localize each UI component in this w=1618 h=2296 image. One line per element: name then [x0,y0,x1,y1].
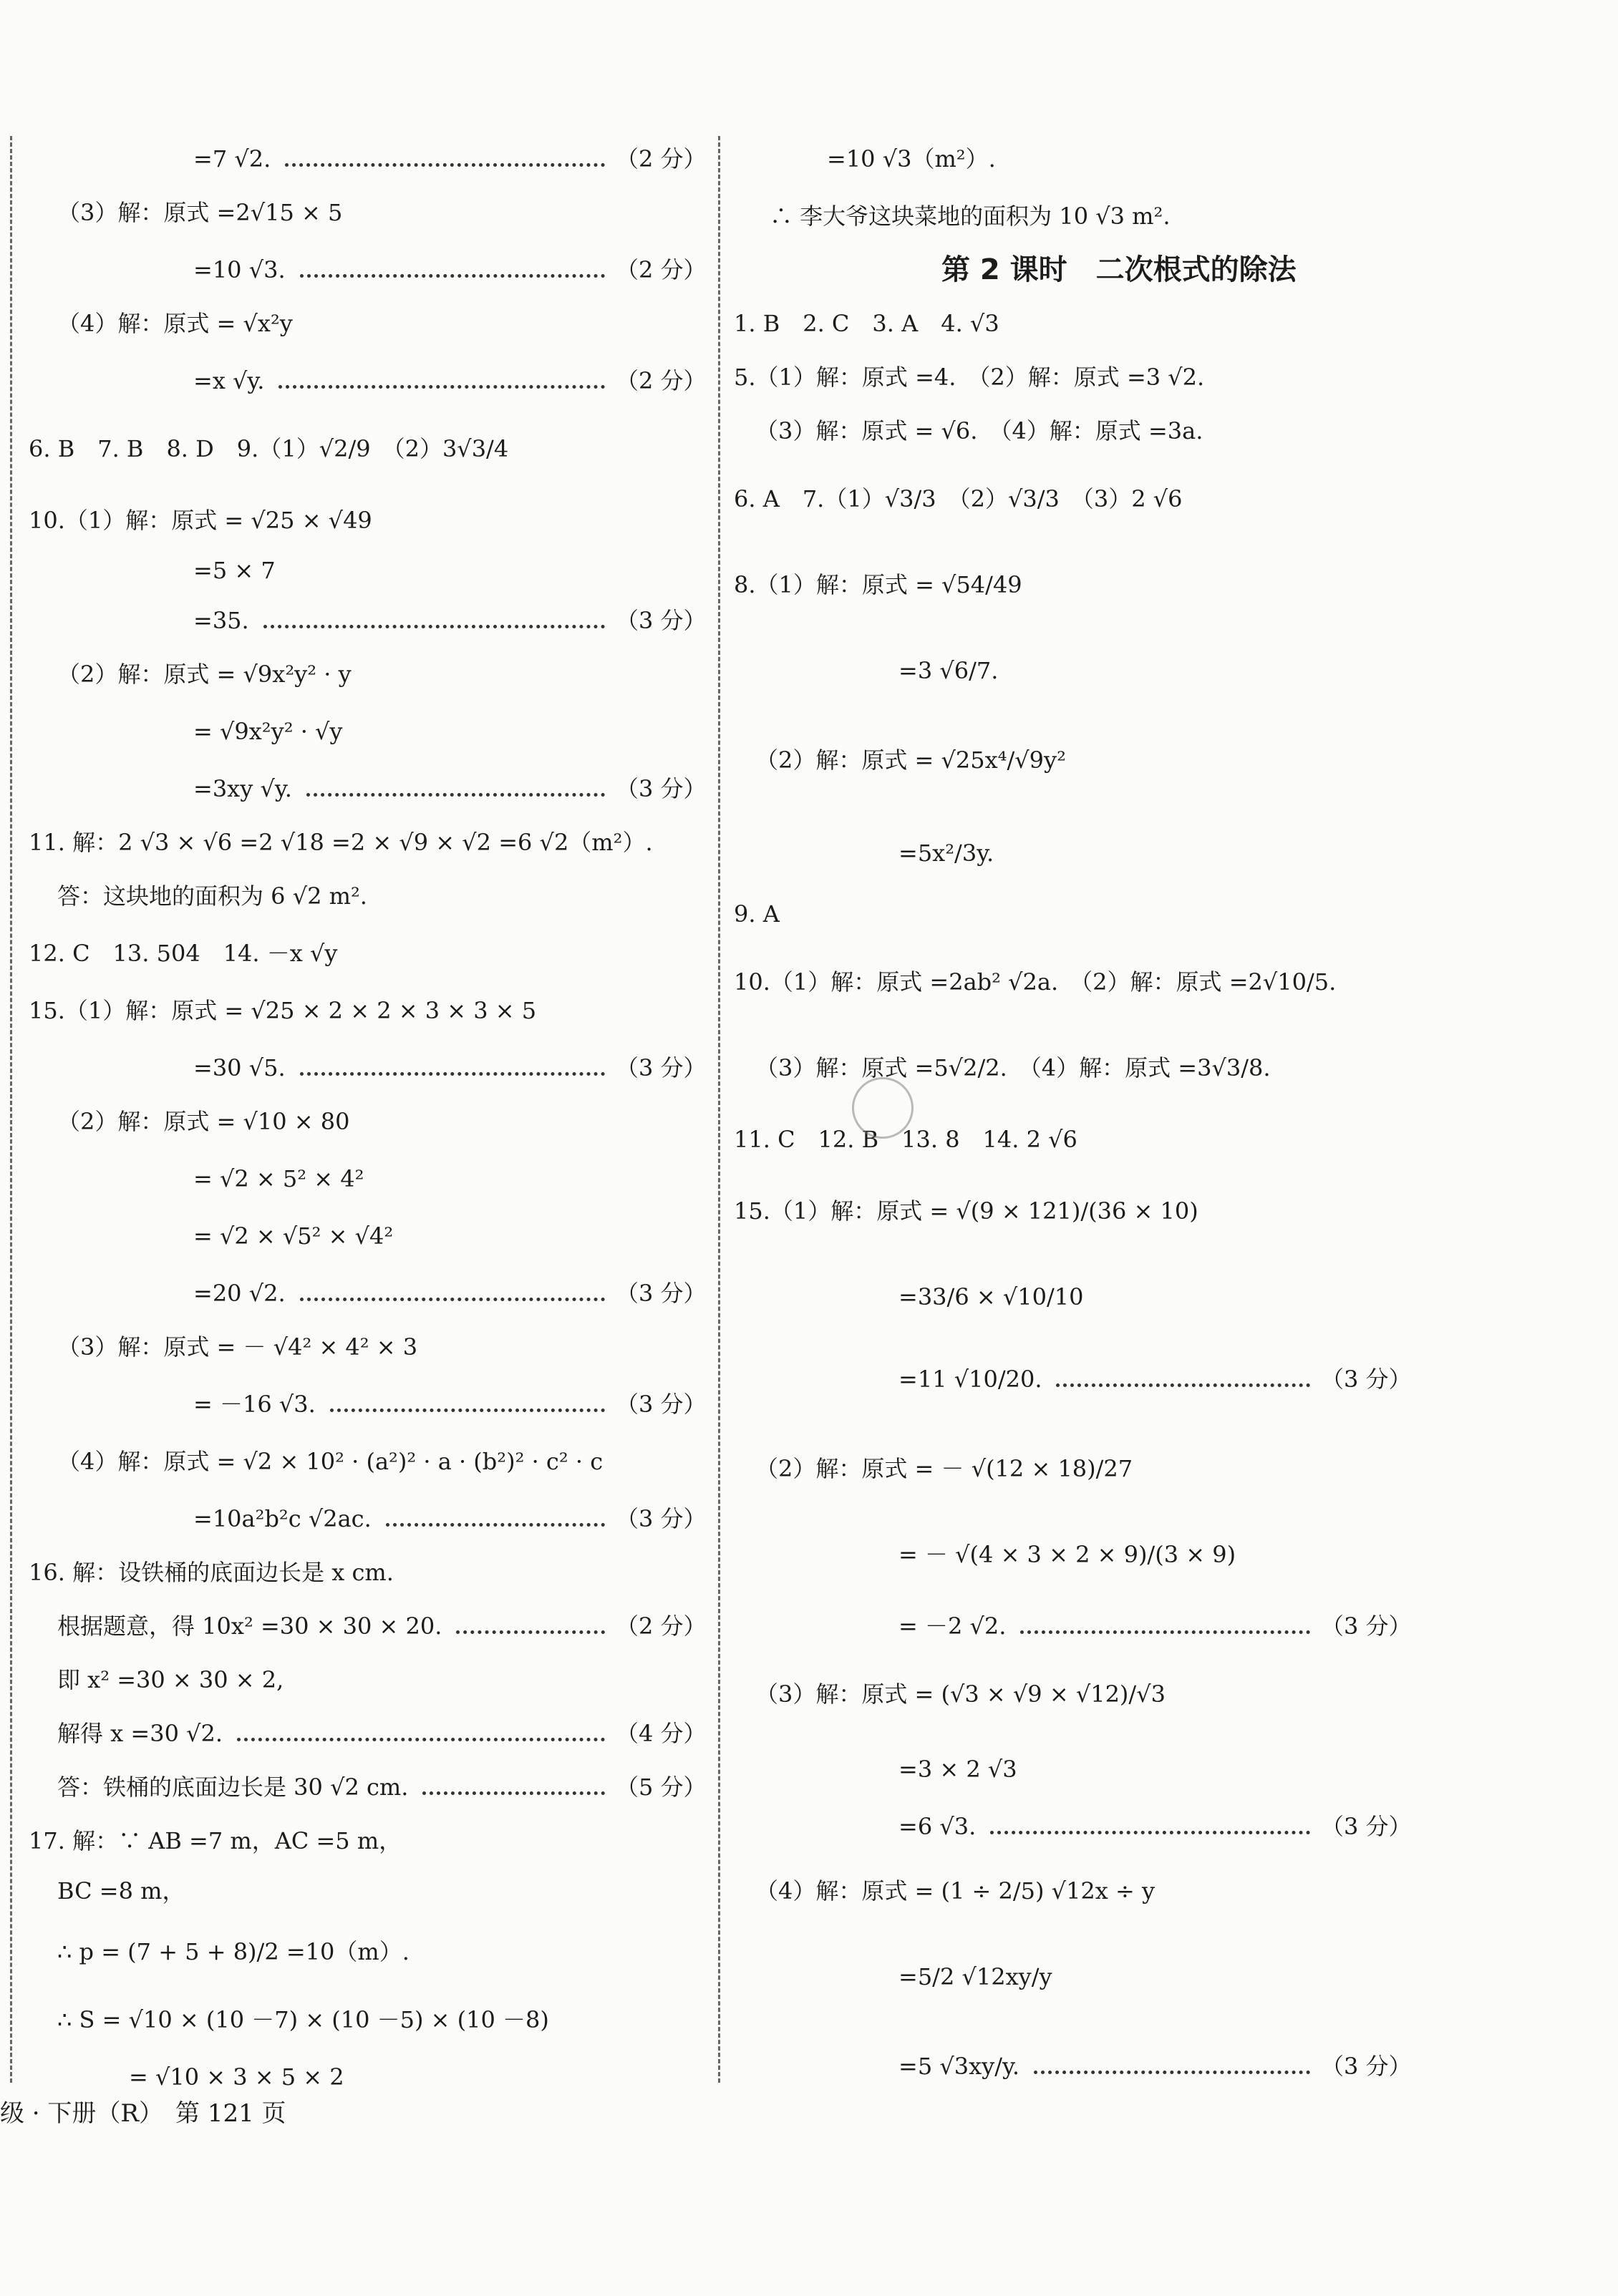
answer-line: =3 √6/7. [898,657,999,684]
answer-line: （3）解：原式 =5√2/2. （4）解：原式 =3√3/8. [755,1054,1271,1081]
dot-leader [285,159,605,167]
answer-line: 15.（1）解：原式 = √25 × 2 × 2 × 3 × 3 × 5 [29,997,537,1024]
dot-leader [386,1519,605,1527]
dot-leader [456,1626,605,1634]
dot-leader [278,381,605,389]
answer-line: =10 √3（m²）. [827,145,996,172]
answer-line: 5.（1）解：原式 =4. （2）解：原式 =3 √2. [734,364,1205,391]
answer-line: 17. 解：∵ AB =7 m，AC =5 m， [29,1827,402,1854]
answer-line: 9. A [734,900,780,928]
answer-line: =6 √3. [898,1813,977,1840]
answer-line: =3 × 2 √3 [898,1756,1017,1783]
answer-line: = √10 × 3 × 5 × 2 [129,2063,344,2091]
answer-line: （4）解：原式 = (1 ÷ 2/5) √12x ÷ y [755,1877,1156,1905]
answer-line: 15.（1）解：原式 = √(9 × 121)/(36 × 10) [734,1197,1198,1225]
answer-line: =35. [193,607,249,634]
score-label: （3 分） [1321,1612,1412,1640]
answer-line: 10.（1）解：原式 = √25 × √49 [29,507,372,534]
dot-leader [1056,1379,1310,1387]
answer-line: =x √y. [193,367,265,394]
answer-line: 11. 解：2 √3 × √6 =2 √18 =2 × √9 × √2 =6 √2（m²）. [29,829,653,856]
score-label: （5 分） [616,1774,707,1801]
dot-leader [990,1826,1310,1834]
answer-line: =33/6 × √10/10 [898,1283,1084,1310]
answer-line: =5 × 7 [193,557,276,584]
answer-line: =7 √2. [193,145,271,172]
answer-line: （2）解：原式 = √9x²y² · y [57,661,352,688]
score-label: （3 分） [616,607,707,634]
answer-line: （4）解：原式 = √2 × 10² · (a²)² · a · (b²)² · c² · c [57,1448,604,1475]
answer-line: （3）解：原式 = √6. （4）解：原式 =3a. [755,417,1203,444]
page-footer: 级 · 下册（R） 第 121 页 [0,2099,286,2128]
dot-leader [300,1293,605,1301]
answer-line: = √2 × √5² × √4² [193,1222,394,1250]
answer-line: 解得 x =30 √2. [57,1720,223,1747]
score-label: （3 分） [616,1391,707,1418]
answer-line: =5/2 √12xy/y [898,1963,1052,1990]
left-edge-rule [10,136,12,2083]
score-label: （2 分） [616,145,707,172]
answer-line: （3）解：原式 = (√3 × √9 × √12)/√3 [755,1680,1166,1708]
answer-line: = √2 × 5² × 4² [193,1165,364,1192]
answer-line: 1. B 2. C 3. A 4. √3 [734,310,999,337]
answer-line: = √9x²y² · √y [193,718,343,745]
dot-leader [263,621,605,628]
score-label: （3 分） [1321,1813,1412,1840]
answer-line: （2）解：原式 = √10 × 80 [57,1108,350,1135]
answer-line: =10a²b²c √2ac. [193,1505,372,1532]
dot-leader [237,1733,605,1741]
answer-line: BC =8 m， [57,1877,185,1905]
dot-leader [300,270,605,278]
score-label: （3 分） [616,775,707,802]
section-title: 第 2 课时 二次根式的除法 [941,253,1297,286]
score-label: （3 分） [616,1054,707,1081]
answer-line: =30 √5. [193,1054,286,1081]
answer-line: = －2 √2. [898,1612,1007,1640]
dot-leader [300,1068,605,1076]
answer-line: 11. C 12. B 13. 8 14. 2 √6 [734,1126,1077,1153]
dot-leader [422,1787,605,1795]
score-label: （3 分） [616,1280,707,1307]
answer-line: 12. C 13. 504 14. －x √y [29,940,338,967]
answer-line: 即 x² =30 × 30 × 2, [57,1666,284,1693]
answer-line: （3）解：原式 =2√15 × 5 [57,199,343,226]
answer-line: 16. 解：设铁桶的底面边长是 x cm. [29,1559,394,1586]
answer-line: =5 √3xy/y. [898,2053,1019,2080]
answer-line: （2）解：原式 = － √(12 × 18)/27 [755,1455,1133,1482]
answer-line: （3）解：原式 = － √4² × 4² × 3 [57,1333,418,1361]
answer-line: =3xy √y. [193,775,292,802]
answer-line: =20 √2. [193,1280,286,1307]
answer-line: （4）解：原式 = √x²y [57,310,293,337]
answer-line: 答：这块地的面积为 6 √2 m². [57,882,367,910]
watermark-stamp [852,1077,914,1139]
dot-leader [1020,1626,1310,1634]
answer-line: （2）解：原式 = √25x⁴/√9y² [755,746,1066,774]
answer-line: = －16 √3. [193,1391,316,1418]
answer-line: 答：铁桶的底面边长是 30 √2 cm. [57,1774,409,1801]
answer-line: ∴ 李大爷这块菜地的面积为 10 √3 m². [770,203,1171,230]
answer-line: =5x²/3y. [898,840,994,867]
answer-line: 6. A 7.（1）√3/3 （2）√3/3 （3）2 √6 [734,485,1183,512]
score-label: （3 分） [1321,1366,1412,1393]
score-label: （2 分） [616,256,707,283]
answer-line: 根据题意，得 10x² =30 × 30 × 20. [57,1612,442,1640]
dot-leader [1034,2066,1310,2074]
score-label: （2 分） [616,367,707,394]
column-divider [718,136,720,2083]
answer-line: 10.（1）解：原式 =2ab² √2a. （2）解：原式 =2√10/5. [734,968,1337,996]
dot-leader [306,789,605,797]
answer-line: 8.（1）解：原式 = √54/49 [734,571,1022,598]
answer-line: ∴ p = (7 + 5 + 8)/2 =10（m）. [57,1938,410,1965]
answer-line: =11 √10/20. [898,1366,1042,1393]
score-label: （3 分） [1321,2053,1412,2080]
answer-line: ∴ S = √10 × (10 －7) × (10 －5) × (10 －8) [57,2006,549,2033]
answer-line: =10 √3. [193,256,286,283]
score-label: （4 分） [616,1720,707,1747]
dot-leader [330,1404,605,1412]
answer-line: = － √(4 × 3 × 2 × 9)/(3 × 9) [898,1541,1236,1568]
answer-line: 6. B 7. B 8. D 9.（1）√2/9 （2）3√3/4 [29,435,509,462]
score-label: （3 分） [616,1505,707,1532]
score-label: （2 分） [616,1612,707,1640]
